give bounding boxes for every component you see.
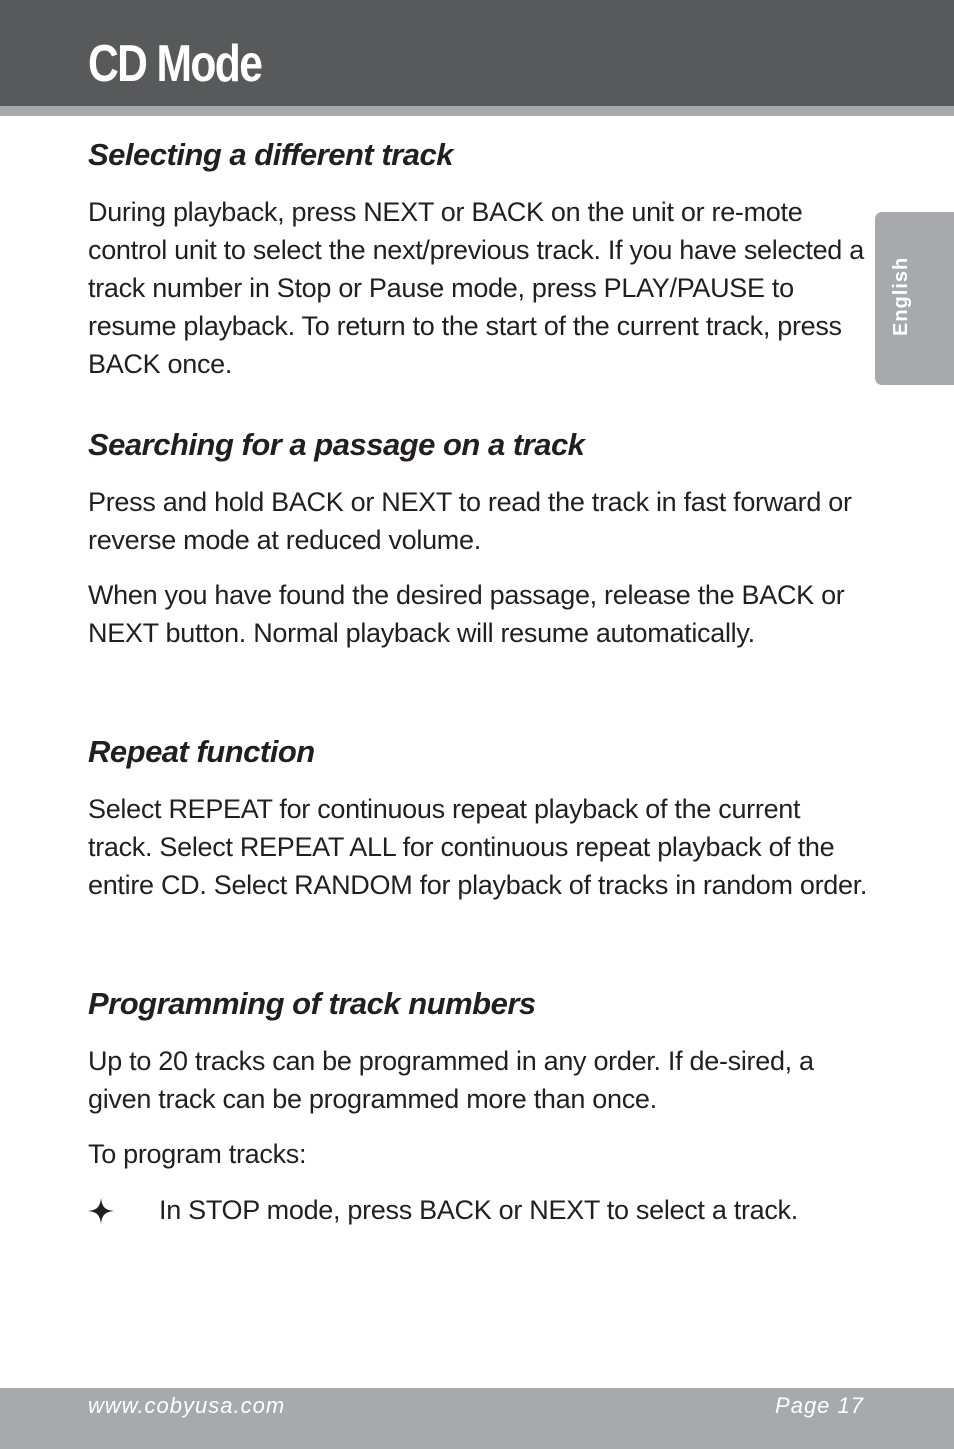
section-programming-tracks: [88, 985, 868, 1173]
section-heading: Selecting a different track: [88, 137, 453, 172]
bullet-item: [88, 1191, 878, 1229]
section-paragraph: To program tracks:: [88, 1139, 307, 1169]
section-paragraph: During playback, press NEXT or BACK on the unit or re-mote control unit to select the next/previous track. If you have selected a track number in Stop or Pause mode, press PLAY/PAUSE to resume playback. To return to the start of the current track, press BACK once.: [88, 197, 864, 379]
header-divider: [0, 106, 954, 116]
bullet-text: In STOP mode, press BACK or NEXT to select a track.: [159, 1195, 798, 1225]
footer-url: www.cobyusa.com: [88, 1393, 286, 1418]
section-paragraph: Select REPEAT for continuous repeat playback of the current track. Select REPEAT ALL for continuous repeat playback of the entire CD. Select RANDOM for playback of tracks in random order.: [88, 794, 868, 900]
section-paragraph: When you have found the desired passage, release the BACK or NEXT button. Normal playback will resume automatically.: [88, 580, 845, 648]
page-number: Page 17: [775, 1393, 864, 1418]
language-tab-label: English: [890, 256, 912, 336]
page-title: CD Mode: [88, 35, 262, 93]
section-repeat-function: [88, 733, 868, 904]
four-point-star-bullet-icon: [88, 1198, 114, 1224]
header-bar: [0, 0, 954, 106]
section-heading: Searching for a passage on a track: [88, 427, 585, 462]
section-heading: Repeat function: [88, 734, 315, 769]
section-searching-passage: [88, 426, 868, 652]
footer-bar: [0, 1388, 954, 1449]
section-paragraph: Up to 20 tracks can be programmed in any order. If de-sired, a given track can be programmed more than once.: [88, 1046, 814, 1114]
section-heading: Programming of track numbers: [88, 986, 536, 1021]
language-tab: [875, 212, 954, 385]
section-paragraph: Press and hold BACK or NEXT to read the track in fast forward or reverse mode at reduced volume.: [88, 487, 852, 555]
section-selecting-track: [88, 136, 868, 383]
